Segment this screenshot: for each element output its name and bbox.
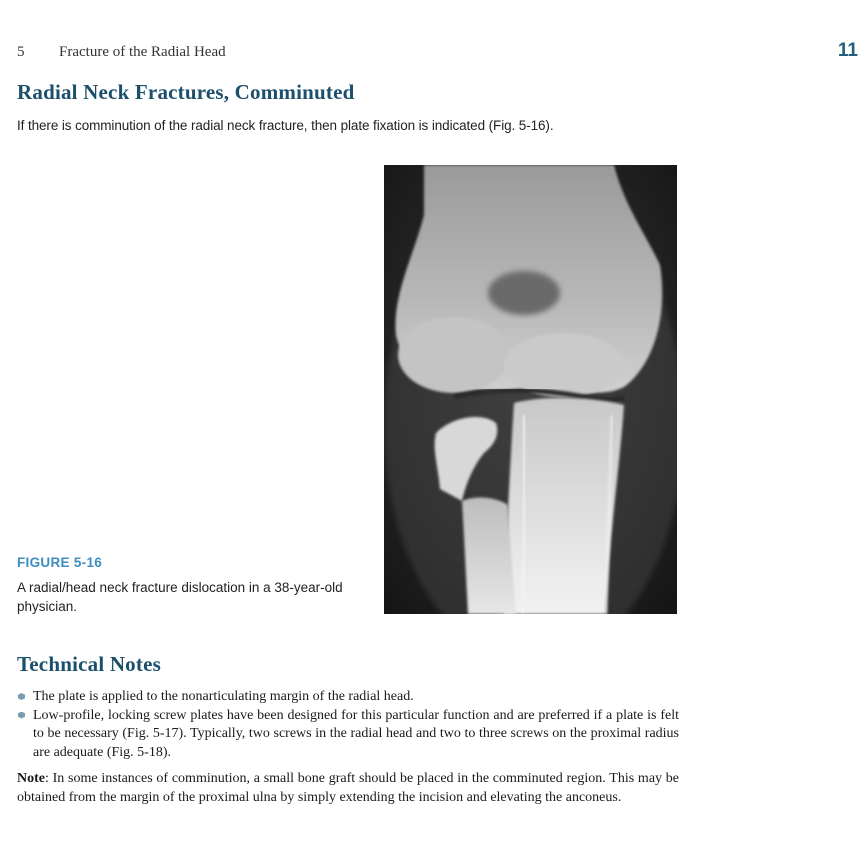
chapter-number: 5 bbox=[17, 44, 25, 60]
xray-image bbox=[384, 165, 677, 614]
bullet-text: The plate is applied to the nonarticulating margin of the radial head. bbox=[33, 689, 414, 704]
list-item bbox=[17, 707, 679, 763]
note-text: : In some instances of comminution, a small bone graft should be placed in the comminuted region. This may be obtained from the margin of the proximal ulna by simply extending the incision and elevating the anconeus. bbox=[17, 771, 679, 805]
bullet-icon bbox=[18, 712, 25, 719]
note-paragraph bbox=[17, 770, 679, 807]
bullet-icon bbox=[18, 693, 25, 700]
section-title-radial-neck: Radial Neck Fractures, Comminuted bbox=[17, 80, 355, 104]
page-number: 11 bbox=[837, 40, 858, 61]
figure-label: FIGURE 5-16 bbox=[17, 555, 103, 570]
note-lead: Note bbox=[17, 771, 45, 786]
chapter-title: Fracture of the Radial Head bbox=[59, 44, 226, 60]
intro-paragraph: If there is comminution of the radial neck fracture, then plate fixation is indicated (Fig. 5-16). bbox=[17, 118, 554, 133]
section-title-technical-notes: Technical Notes bbox=[17, 652, 161, 676]
bullet-text: Low-profile, locking screw plates have been designed for this particular function and are preferred if a plate is felt to be necessary (Fig. 5-17). Typically, two screws in the radial head and two to three screws on the proximal radius are adequate (Fig. 5-18). bbox=[33, 707, 679, 760]
running-head bbox=[17, 44, 226, 61]
list-item bbox=[17, 688, 679, 707]
figure-caption: A radial/head neck fracture dislocation in a 38-year-old physician. bbox=[17, 580, 343, 614]
technical-notes-list bbox=[17, 688, 679, 762]
